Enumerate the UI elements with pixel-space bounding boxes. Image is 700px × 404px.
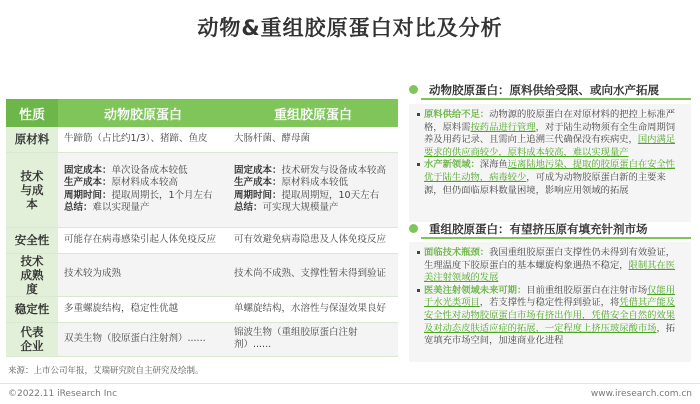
table-row	[6, 127, 398, 152]
cell-animal: 技术较为成熟	[58, 253, 228, 296]
row-label: 代表企业	[6, 322, 58, 356]
row-label: 原材料	[6, 127, 58, 152]
section-animal-panel	[409, 104, 691, 222]
bullet-aquatic-field: 水产新领域：深海鱼远离陆地污染、提取的胶原蛋白在安全性优于陆生动物，病毒较少，可成为动物胶原蛋白新的主要来源，但仍面临原料数量困境，影响应用领域的拓展	[417, 159, 683, 197]
header-recombinant: 重组胶原蛋白	[228, 99, 398, 127]
cell-recombinant: 固定成本：技术研发与设备成本较高 生产成本：原材料成本较低 周期时间：提取周期短，10天左右 总结：可实现大规模量产	[228, 152, 398, 227]
row-label: 稳定性	[6, 296, 58, 322]
header-animal: 动物胶原蛋白	[58, 99, 228, 127]
bullet-dot-icon	[409, 85, 418, 94]
table-row	[6, 296, 398, 322]
cell-animal: 牛蹄筋（占比约1/3）、猪蹄、鱼皮	[58, 127, 228, 152]
table-row	[6, 322, 398, 356]
divider	[421, 237, 691, 239]
table-row	[6, 253, 398, 296]
header-property: 性质	[6, 99, 58, 127]
website-link[interactable]: www.iresearch.com.cn	[590, 389, 692, 399]
cell-recombinant: 可有效避免病毒隐患及人体免疫反应	[228, 227, 398, 253]
copyright: ©2022.11 iResearch Inc	[8, 389, 118, 399]
table-row	[6, 152, 398, 227]
section-recombinant-panel	[409, 242, 691, 362]
cell-recombinant: 技术尚不成熟、支撑性暂未得到验证	[228, 253, 398, 296]
comparison-table	[6, 99, 398, 357]
cell-animal: 固定成本：单次设备成本较低 生产成本：原材料成本较高 周期时间：提取周期长，1个月左右 总结：难以实现量产	[58, 152, 228, 227]
bullet-dot-icon	[409, 224, 418, 233]
bullet-tech-bottleneck: 面临技术瓶颈：我国重组胶原蛋白支撑性仍未得到有效验证，生理温度下胶原蛋白的基本螺旋构象遇热不稳定，限制其在医美注射领域的发展	[417, 247, 683, 285]
section-animal-title: 动物胶原蛋白：原料供给受限、或向水产拓展	[429, 83, 659, 97]
page-title: 动物&重组胶原蛋白对比及分析	[197, 16, 503, 40]
section-recombinant-title: 重组胶原蛋白：有望挤压原有填充针剂市场	[429, 222, 648, 236]
cell-recombinant: 单螺旋结构，水溶性与保湿效果良好	[228, 296, 398, 322]
cell-animal: 双美生物（胶原蛋白注射剂）......	[58, 322, 228, 356]
cell-animal: 可能存在病毒感染引起人体免疫反应	[58, 227, 228, 253]
footer	[0, 383, 700, 404]
cell-recombinant: 锦波生物（重组胶原蛋白注射剂）......	[228, 322, 398, 356]
table-header-row	[6, 99, 398, 127]
table-row	[6, 227, 398, 253]
cell-animal: 多重螺旋结构，稳定性优越	[58, 296, 228, 322]
divider	[421, 98, 691, 100]
bullet-supply-shortage: 原料供给不足：动物源的胶原蛋白在对原材料的把控上标准严格，原料需按药品进行管理，对于陆生动物须有全生命周期饲养及用药记录、且需向上追溯三代确保没有疾病史，国内满足要求的供应商较少，原料成本较高，难以实现量产	[417, 109, 683, 159]
row-label: 技术与成本	[6, 152, 58, 227]
source-note: 来源：上市公司年报，艾瑞研究院自主研究及绘制。	[8, 366, 204, 376]
bullet-injection-future: 医美注射领域未来可期：目前重组胶原蛋白在注射市场仅能用于水光类项目，若支撑性与稳定性得到验证，将凭借其产能及安全性对动物胶原蛋白市场有挤出作用，凭借安全自然的效果及对动态皮肤适应症的拓展，一定程度上挤压玻尿酸市场，拓宽填充市场空间，加速商业化进程	[417, 285, 683, 348]
section-recombinant-header	[409, 219, 691, 239]
row-label: 技术成熟度	[6, 253, 58, 296]
cell-recombinant: 大肠杆菌、酵母菌	[228, 127, 398, 152]
row-label: 安全性	[6, 227, 58, 253]
section-animal-header	[409, 80, 691, 100]
